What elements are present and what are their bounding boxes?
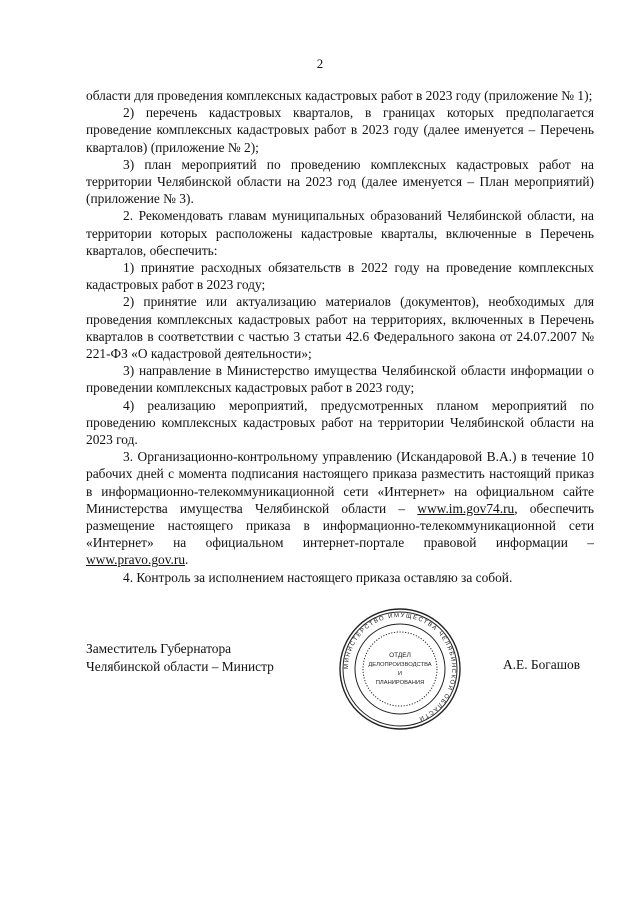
official-stamp — [338, 607, 462, 731]
signatory-name: А.Е. Богашов — [503, 657, 581, 672]
paragraph-text: 3. Организационно-контрольному управлению (Искандаровой В.А.) в течение 10 рабочих дней с момента подписания настоящего приказа разместить настоящий приказ в информационно-телекоммуникационной сети «Интернет» на официальном сайте Министерства имущества Челябинской области – — [86, 449, 594, 516]
stamp-ring-text: МИНИСТЕРСТВО ИМУЩЕСТВА ЧЕЛЯБИНСКОЙ ОБЛАСТИ — [343, 612, 457, 722]
page-number: 2 — [316, 56, 324, 71]
paragraph-text: , обеспечить размещение настоящего приказа в информационно-телекоммуникационной сети «Интернет» на официальном интернет-портале правовой информации – — [86, 500, 594, 551]
signatory-position — [86, 640, 274, 675]
paragraph: 1) принятие расходных обязательств в 2022 году на проведение комплексных кадастровых работ в 2023 году; — [86, 260, 594, 293]
ministry-website-link[interactable]: www.im.gov74.ru — [417, 500, 515, 516]
stamp-center-line: И — [397, 671, 403, 677]
paragraph: 4) реализацию мероприятий, предусмотренных планом мероприятий по проведению комплексных кадастровых работ на территории Челябинской области на 2023 год. — [86, 397, 594, 448]
legal-portal-link[interactable]: www.pravo.gov.ru — [86, 552, 186, 568]
paragraph: 2) принятие или актуализацию материалов (документов), необходимых для проведения комплексных кадастровых работ на территориях, включенных в Перечень кварталов в соответствии с частью 3 статьи 42.6 Федерального закона от 24.07.2007 № 221-ФЗ «О кадастровой деятельности»; — [86, 294, 594, 362]
paragraph: 2) перечень кадастровых кварталов, в границах которых предполагается проведение комплексных кадастровых работ в 2023 году (далее именуется – Перечень кварталов) (приложение № 2); — [86, 105, 594, 155]
paragraph-publication — [86, 448, 594, 568]
paragraph: области для проведения комплексных кадастровых работ в 2023 году (приложение № 1); — [86, 88, 593, 103]
position-line: Челябинской области – Министр — [86, 658, 274, 674]
document-body — [86, 87, 594, 586]
paragraph-text: . — [185, 552, 189, 568]
stamp-center-line: ПЛАНИРОВАНИЯ — [375, 680, 425, 686]
position-line: Заместитель Губернатора — [86, 641, 232, 656]
paragraph: 3) направление в Министерство имущества Челябинской области информации о проведении комплексных кадастровых работ в 2023 году; — [86, 363, 594, 396]
stamp-center-line: ДЕЛОПРОИЗВОДСТВА — [368, 662, 432, 668]
paragraph: 3) план мероприятий по проведению комплексных кадастровых работ на территории Челябинской области на 2023 год (далее именуется – План мероприятий) (приложение № 3). — [86, 156, 594, 207]
stamp-center-line: ОТДЕЛ — [389, 652, 411, 659]
paragraph-control: 4. Контроль за исполнением настоящего приказа оставляю за собой. — [123, 569, 513, 585]
paragraph: 2. Рекомендовать главам муниципальных образований Челябинской области, на территории которых расположены кадастровые кварталы, включенные в Перечень кварталов, обеспечить: — [86, 208, 594, 258]
